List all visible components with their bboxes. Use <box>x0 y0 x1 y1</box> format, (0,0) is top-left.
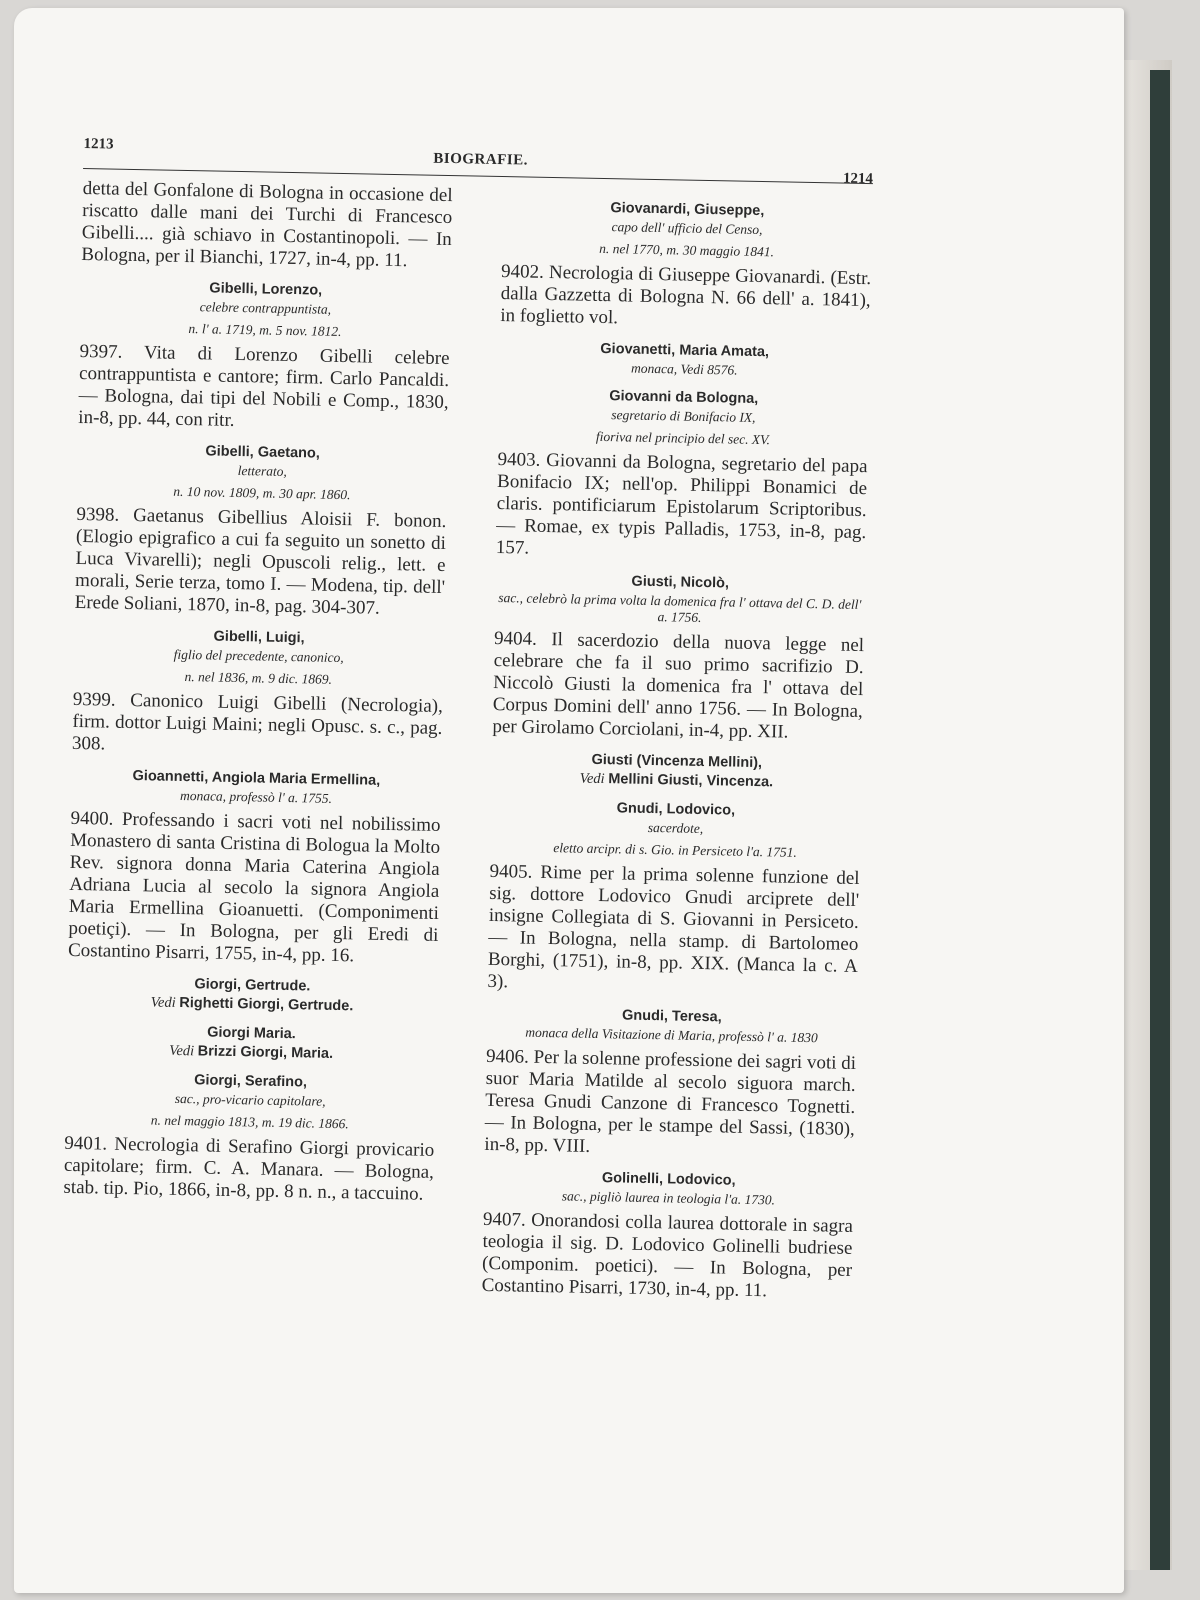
biography-heading: Giorgi, Gertrude. <box>194 976 311 995</box>
biography-heading: Gibelli, Lorenzo, <box>209 280 323 299</box>
columns <box>61 178 872 1312</box>
catalog-entry: 9406. Per la solenne professione dei sagri voti di suor Maria Matilde al secolo siguora march. Teresa Gnudi Canzone di Francesco Tognetti. — In Bologna, per le stampe del Sassi, (1830), in-8, pp. VIII. <box>484 1045 857 1157</box>
biography-heading: Giorgi Maria. <box>207 1024 296 1043</box>
biography-note: fioriva nel principio del sec. XV. <box>595 428 771 448</box>
catalog-entry: 9407. Onorandosi colla laurea dottorale in sagra teologia il sig. D. Lodovico Golinelli budriese (Componim. poetici). — In Bologna, per Costantino Pisarri, 1730, in-4, pp. 11. <box>481 1208 854 1302</box>
cross-reference <box>67 993 437 1017</box>
running-title: BIOGRAFIE. <box>433 150 529 169</box>
biography-heading: Gioannetti, Angiola Maria Ermellina, <box>132 768 381 789</box>
biography-heading: Gibelli, Gaetano, <box>205 443 320 462</box>
biography-heading: Giovanni da Bologna, <box>609 388 759 407</box>
catalog-entry: 9398. Gaetanus Gibellius Aloisii F. bonon. (Elogio epigrafico a cui fa seguito un sonetto di Luca Vivarelli); negli Opuscoli relig., lett. e morali, Serie terza, tomo I. — Modena, tip. dell' Erede Soliani, 1870, in-8, pag. 304-307. <box>74 503 447 619</box>
biography-note: sac., celebrò la prima volta la domenica fra l' ottava del C. D. dell' a. 1756. <box>498 590 862 625</box>
biography-note: segretario di Bonifacio IX, <box>611 407 756 425</box>
vedi-label: Vedi <box>579 770 605 788</box>
page-number-left: 1213 <box>83 135 114 153</box>
biography-note: sac., pigliò laurea in teologia l'a. 1730. <box>561 1188 776 1208</box>
biography-heading: Gnudi, Teresa, <box>621 1007 722 1026</box>
biography-note: n. l' a. 1719, m. 5 nov. 1812. <box>188 321 342 339</box>
biography-note: monaca della Visitazione di Maria, professò l' a. 1830 <box>525 1024 818 1046</box>
right-column <box>481 186 872 1312</box>
biography-note: monaca, Vedi 8576. <box>630 360 738 378</box>
biography-note: celebre contrappuntista, <box>199 299 332 317</box>
cross-reference <box>491 769 861 793</box>
biography-note: sac., pro-vicario capitolare, <box>174 1090 326 1109</box>
biography-heading: Giusti (Vincenza Mellini), <box>591 751 763 772</box>
biography-note: eletto arcipr. di s. Gio. in Persiceto l'a. 1751. <box>553 840 797 860</box>
left-column <box>61 178 452 1304</box>
page-header <box>83 120 874 189</box>
catalog-entry: 9405. Rime per la prima solenne funzione del sig. dottore Lodovico Gnudi arciprete dell' insigne Collegiata di S. Giovanni in Persiceto. — In Bologna, nella stamp. di Bartolomeo Borghi, (1751), in-8, pp. XIX. (Manca la c. A 3). <box>487 860 860 993</box>
biography-note: n. nel maggio 1813, m. 19 dic. 1866. <box>150 1112 349 1132</box>
page-number-right: 1214 <box>842 170 874 188</box>
biography-note: n. nel 1770, m. 30 maggio 1841. <box>599 240 775 260</box>
catalog-entry: 9400. Professando i sacri voti nel nobilissimo Monastero di santa Cristina di Bologua la Molto Rev. signora donna Maria Caterina Angiola Adriana Lucia al secolo la signora Angiola Maria Ermellina Gioanuetti. (Componimenti poetiçi). — In Bologna, per gli Eredi di Costantino Pisarri, 1755, in-4, pp. 16. <box>67 807 441 967</box>
biography-note: letterato, <box>237 463 287 479</box>
vedi-label: Vedi <box>169 1042 195 1060</box>
page-content <box>58 120 873 1465</box>
biography-note: capo dell' ufficio del Censo, <box>611 219 763 238</box>
biography-note: sacerdote, <box>647 819 704 837</box>
cross-reference-name: Mellini Giusti, Vincenza. <box>608 771 774 791</box>
catalog-entry: detta del Gonfalone di Bologna in occasione del riscatto dalle mani dei Turchi di Francesco Gibelli.... già schiavo in Costantinopoli. — In Bologna, per il Bianchi, 1727, in-4, pp. 11. <box>81 177 453 272</box>
book-cover <box>1150 70 1170 1570</box>
cross-reference-name: Righetti Giorgi, Gertrude. <box>179 994 354 1015</box>
catalog-entry: 9397. Vita di Lorenzo Gibelli celebre contrappuntista e cantore; firm. Carlo Pancaldi. — Bologna, dai tipi del Nobili e Comp., 1830, in-8, pp. 44, con ritr. <box>78 340 450 431</box>
book-page <box>14 8 1124 1593</box>
biography-heading: Gnudi, Lodovico, <box>616 800 736 819</box>
biography-heading: Giovanetti, Maria Amata, <box>600 340 770 361</box>
catalog-entry: 9401. Necrologia di Serafino Giorgi provicario capitolare; firm. C. A. Manara. — Bologna, stab. tip. Pio, 1866, in-8, pp. 8 n. n., a taccuino. <box>63 1132 435 1205</box>
biography-note: n. nel 1836, m. 9 dic. 1869. <box>184 669 333 687</box>
cross-reference-name: Brizzi Giorgi, Maria. <box>197 1043 334 1062</box>
biography-note: figlio del precedente, canonico, <box>173 646 344 666</box>
biography-heading: Giovanardi, Giuseppe, <box>610 200 765 220</box>
biography-note: n. 10 nov. 1809, m. 30 apr. 1860. <box>173 483 351 503</box>
catalog-entry: 9402. Necrologia di Giuseppe Giovanardi. (Estr. dalla Gazzetta di Bologna N. 66 dell' a. 1841), in foglietto vol. <box>500 261 872 329</box>
catalog-entry: 9403. Giovanni da Bologna, segretario del papa Bonifacio IX; nell'op. Philippi Bonamici de claris. pontificiarum Epistolarum Scriptoribus. — Romae, ex typis Palladis, 1753, in-8, pag. 157. <box>495 449 868 559</box>
vedi-label: Vedi <box>150 994 176 1011</box>
biography-heading: Gibelli, Luigi, <box>213 628 305 647</box>
cross-reference <box>66 1041 436 1065</box>
catalog-entry: 9399. Canonico Luigi Gibelli (Necrologia), firm. dottor Luigi Maini; negli Opusc. s. c., pag. 308. <box>71 688 444 755</box>
biography-heading: Golinelli, Lodovico, <box>601 1170 736 1189</box>
biography-heading: Giusti, Nicolò, <box>631 573 730 592</box>
biography-note: monaca, professò l' a. 1755. <box>179 787 333 806</box>
catalog-entry: 9404. Il sacerdozio della nuova legge nel celebrare che fa il suo primo sacrifizio D. Niccolò Giusti la domenica fra l' ottava del Corpus Domini dell' anno 1756. — In Bologna, per Girolamo Corciolani, in-4, pp. XII. <box>492 627 865 743</box>
biography-heading: Giorgi, Serafino, <box>194 1072 308 1091</box>
